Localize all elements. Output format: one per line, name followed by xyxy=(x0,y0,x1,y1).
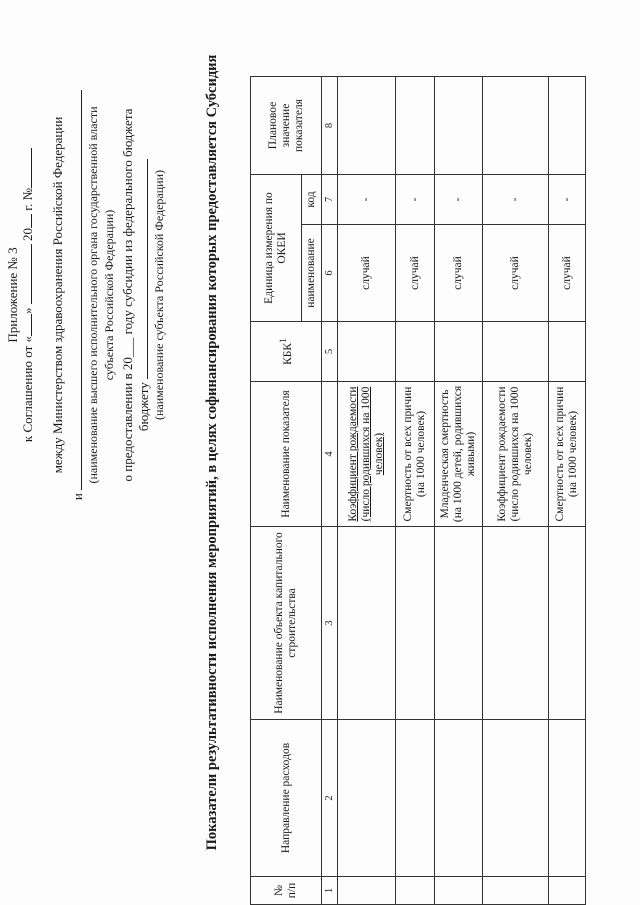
cell-unit-code: - xyxy=(549,175,586,225)
table-row xyxy=(435,77,483,905)
cell-object xyxy=(338,527,396,720)
between-line: между Министерством здравоохранения Российской Федерации xyxy=(50,116,65,474)
col-number: 5 xyxy=(322,322,338,382)
cell-unit-code: - xyxy=(435,175,483,225)
cell-object xyxy=(396,527,435,720)
and-line xyxy=(70,25,85,565)
cell-kbk xyxy=(338,322,396,382)
cell-unit-name: случай xyxy=(549,225,586,322)
col-number: 3 xyxy=(322,527,338,720)
cell-unit-code: - xyxy=(338,175,396,225)
table-row xyxy=(338,77,396,905)
col-number: 8 xyxy=(322,77,338,175)
cell-direction xyxy=(549,720,586,877)
col-number: 7 xyxy=(322,175,338,225)
subsidy-line: о предоставлении в 20___ году субсидии из федерального бюджета xyxy=(120,108,135,482)
cell-object xyxy=(435,527,483,720)
col-header-kbk xyxy=(251,322,322,382)
col-header-direction: Направление расходов xyxy=(251,720,322,877)
col-number: 6 xyxy=(322,225,338,322)
col-header-num: № п/п xyxy=(251,877,322,905)
cell-unit-name: случай xyxy=(396,225,435,322)
cell-plan xyxy=(338,77,396,175)
cell-num xyxy=(396,877,435,905)
col-header-unit-code: код xyxy=(302,175,322,225)
cell-direction xyxy=(396,720,435,877)
budget-word: бюджету xyxy=(136,382,151,432)
col-number: 4 xyxy=(322,382,338,527)
table-row xyxy=(396,77,435,905)
cell-indicator: Младенческая смертность (на 1000 детей, родившихся живыми) xyxy=(435,382,483,527)
cell-plan xyxy=(435,77,483,175)
cell-kbk xyxy=(435,322,483,382)
appendix-label: Приложение № 3 xyxy=(5,247,20,343)
agreement-line xyxy=(20,25,35,565)
cell-num xyxy=(435,877,483,905)
cell-plan xyxy=(549,77,586,175)
page-title: Показатели результативности исполнения мероприятий, в целях софинансирования которых предоставляется Субсидия xyxy=(204,54,220,851)
table-row xyxy=(549,77,586,905)
col-header-unit: Единица измерения по ОКЕИ xyxy=(251,175,302,322)
header-row-1 xyxy=(251,77,302,905)
authority-caption-2: субъекта Российской Федерации) xyxy=(102,209,116,381)
subject-caption: (наименование субъекта Российской Федерации) xyxy=(152,169,166,421)
cell-unit-name: случай xyxy=(338,225,396,322)
col-number: 1 xyxy=(322,877,338,905)
kbk-footnote-mark: 1 xyxy=(278,338,290,343)
cell-kbk xyxy=(549,322,586,382)
cell-direction xyxy=(338,720,396,877)
cell-indicator: Смертность от всех причин (на 1000 человек) xyxy=(396,382,435,527)
cell-indicator: Смертность от всех причин (на 1000 человек) xyxy=(549,382,586,527)
cell-object xyxy=(483,527,549,720)
authority-caption-1: (наименование высшего исполнительного органа государственной власти xyxy=(86,106,100,484)
col-header-object: Наименование объекта капитального строительства xyxy=(251,527,322,720)
cell-direction xyxy=(483,720,549,877)
col-header-indicator: Наименование показателя xyxy=(251,382,322,527)
indicators-table xyxy=(250,76,586,905)
agreement-year: 20 xyxy=(20,227,35,241)
cell-unit-name: случай xyxy=(483,225,549,322)
indicator-text: Коэффициент рождаемости (число родившихся на 1000 человек) xyxy=(347,386,385,522)
cell-num xyxy=(338,877,396,905)
kbk-label: КБК xyxy=(281,342,294,365)
cell-object xyxy=(549,527,586,720)
col-header-plan: Плановое значение показателя xyxy=(251,77,322,175)
cell-indicator: Коэффициент рождаемости (число родившихся на 1000 человек) xyxy=(483,382,549,527)
col-header-unit-name: наименование xyxy=(302,225,322,322)
cell-direction xyxy=(435,720,483,877)
budget-line xyxy=(136,25,151,565)
table-row xyxy=(483,77,549,905)
cell-num xyxy=(549,877,586,905)
cell-kbk xyxy=(483,322,549,382)
column-numbers-row xyxy=(322,77,338,905)
agreement-quote: » xyxy=(20,307,35,314)
agreement-number: г. № xyxy=(20,187,35,211)
cell-unit-name: случай xyxy=(435,225,483,322)
cell-plan xyxy=(396,77,435,175)
cell-indicator xyxy=(338,382,396,527)
cell-plan xyxy=(483,77,549,175)
cell-unit-code: - xyxy=(483,175,549,225)
and-word: и xyxy=(70,493,85,501)
cell-unit-code: - xyxy=(396,175,435,225)
agreement-prefix: к Соглашению от « xyxy=(20,335,35,443)
cell-kbk xyxy=(396,322,435,382)
cell-num xyxy=(483,877,549,905)
col-number: 2 xyxy=(322,720,338,877)
